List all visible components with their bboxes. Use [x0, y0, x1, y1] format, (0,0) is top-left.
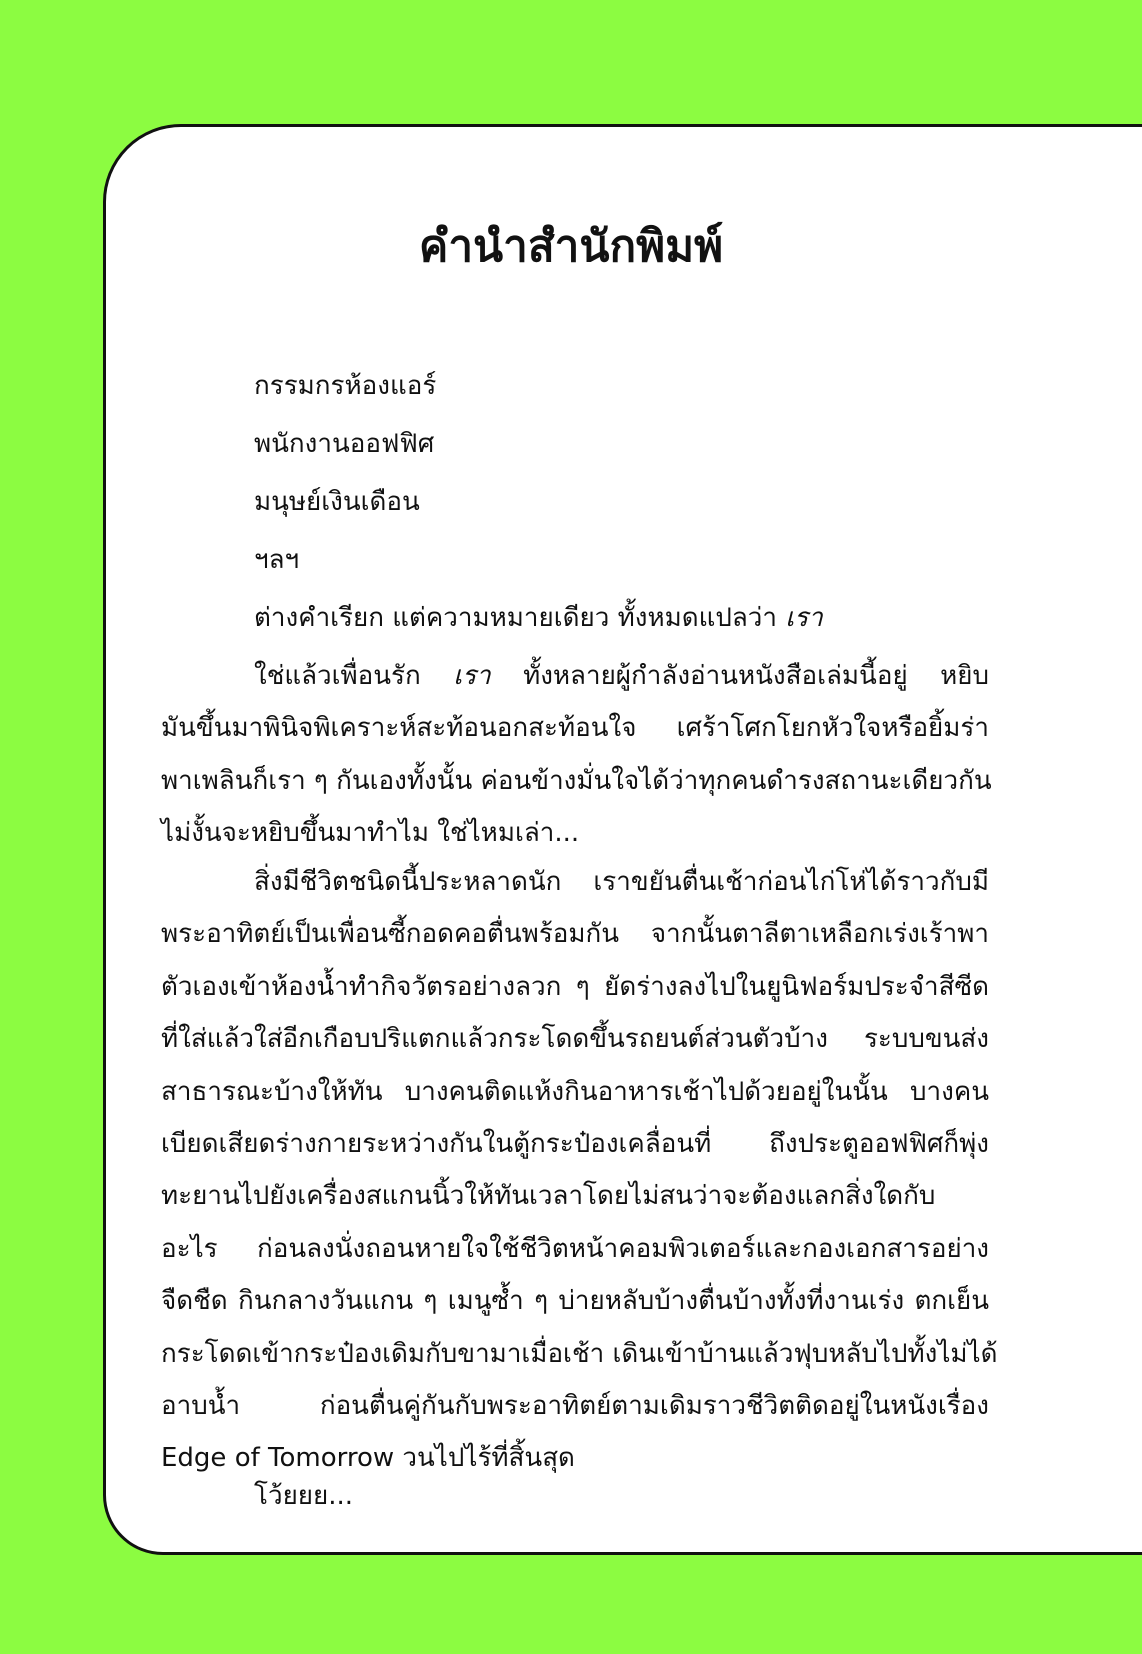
intro-line-salaryman: มนุษย์เงินเดือน [254, 487, 420, 517]
paragraph-2-line: ทะยานไปยังเครื่องสแกนนิ้วให้ทันเวลาโดยไม่สนว่าจะต้องแลกสิ่งใดกับ [161, 1181, 936, 1212]
paragraph-2 [161, 856, 998, 1485]
paragraph-2-line-last: Edge of Tomorrow วนไปไร้ที่สิ้นสุด [161, 1443, 575, 1474]
paragraph-2-line: อาบน้ำ ก่อนตื่นคู่กันกับพระอาทิตย์ตามเดิมราวชีวิตติดอยู่ในหนังเรื่อง [161, 1391, 989, 1422]
paragraph-1-line-1 [161, 650, 989, 702]
p1-line1-after: ทั้งหลายผู้กำลังอ่านหนังสือเล่มนี้อยู่ หยิบ [490, 661, 989, 691]
paragraph-1-line-3: พาเพลินก็เรา ๆ กันเองทั้งนั้น ค่อนข้างมั่นใจได้ว่าทุกคนดำรงสถานะเดียวกัน [161, 765, 992, 796]
intro-line-office-worker: พนักงานออฟฟิศ [254, 429, 435, 459]
intro-line-etc: ฯลฯ [254, 545, 300, 575]
paragraph-2-line: ตัวเองเข้าห้องน้ำทำกิจวัตรอย่างลวก ๆ ยัดร่างลงไปในยูนิฟอร์มประจำสีซีด [161, 971, 989, 1002]
paragraph-2-line: พระอาทิตย์เป็นเพื่อนซี้กอดคอตื่นพร้อมกัน จากนั้นตาลีตาเหลือกเร่งเร้าพา [161, 919, 989, 950]
page-title: คำนำสำนักพิมพ์ [418, 221, 724, 272]
p1-line1-before: ใช่แล้วเพื่อนรัก [254, 661, 454, 691]
summary-line [254, 598, 823, 638]
paragraph-1-line-2: มันขึ้นมาพินิจพิเคราะห์สะท้อนอกสะท้อนใจ เศร้าโศกโยกหัวใจหรือยิ้มร่า [161, 713, 989, 744]
summary-text: ต่างคำเรียก แต่ความหมายเดียว ทั้งหมดแปลว่า [254, 603, 786, 633]
paragraph-2-line: สาธารณะบ้างให้ทัน บางคนติดแห้งกินอาหารเช้าไปด้วยอยู่ในนั้น บางคน [161, 1076, 989, 1107]
paragraph-2-line: ที่ใส่แล้วใส่อีกเกือบปริแตกแล้วกระโดดขึ้นรถยนต์ส่วนตัวบ้าง ระบบขนส่ง [161, 1024, 989, 1055]
summary-emphasis: เรา [785, 603, 823, 633]
p1-line1-emphasis: เรา [453, 661, 491, 691]
closing-line: โว้ยยย... [254, 1481, 354, 1511]
paragraph-2-line: กระโดดเข้ากระป๋องเดิมกับขามาเมื่อเช้า เดินเข้าบ้านแล้วฟุบหลับไปทั้งไม่ได้ [161, 1338, 998, 1369]
paragraph-2-line: อะไร ก่อนลงนั่งถอนหายใจใช้ชีวิตหน้าคอมพิวเตอร์และกองเอกสารอย่าง [161, 1233, 989, 1264]
paragraph-2-line: สิ่งมีชีวิตชนิดนี้ประหลาดนัก เราขยันตื่นเช้าก่อนไก่โห่ได้ราวกับมี [254, 867, 989, 897]
paragraph-2-line: จืดชืด กินกลางวันแกน ๆ เมนูซ้ำ ๆ บ่ายหลับบ้างตื่นบ้างทั้งที่งานเร่ง ตกเย็น [161, 1286, 989, 1317]
paragraph-2-line: เบียดเสียดร่างกายระหว่างกันในตู้กระป๋องเคลื่อนที่ ถึงประตูออฟฟิศก็พุ่ง [161, 1129, 989, 1160]
paragraph-1 [161, 650, 992, 860]
intro-line-air-con-laborer: กรรมกรห้องแอร์ [254, 371, 437, 401]
paragraph-1-line-4: ไม่งั้นจะหยิบขึ้นมาทำไม ใช่ไหมเล่า... [161, 818, 580, 849]
